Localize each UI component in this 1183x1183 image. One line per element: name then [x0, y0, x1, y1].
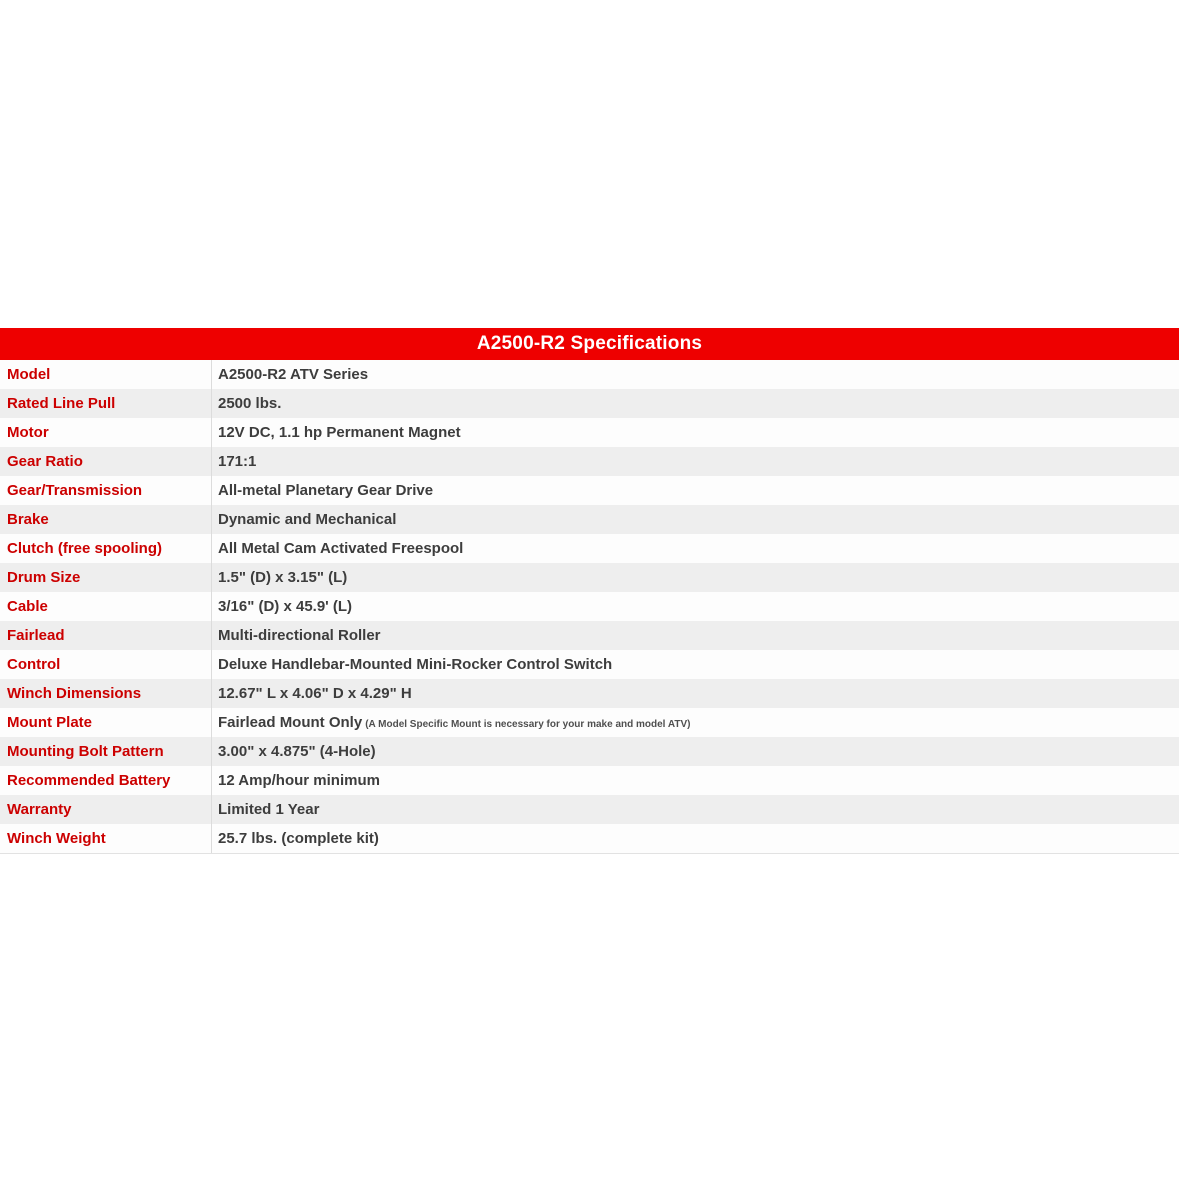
table-title: A2500-R2 Specifications	[0, 328, 1179, 360]
spec-label: Gear/Transmission	[0, 476, 212, 505]
spec-value: A2500-R2 ATV Series	[218, 366, 369, 383]
spec-row-cable	[0, 592, 1179, 621]
spec-label: Clutch (free spooling)	[0, 534, 212, 563]
spec-value: Dynamic and Mechanical	[218, 511, 397, 528]
spec-row-winch-dimensions	[0, 679, 1179, 708]
spec-value: 1.5" (D) x 3.15" (L)	[218, 569, 348, 586]
spec-value: Multi-directional Roller	[218, 627, 381, 644]
spec-row-gear-transmission	[0, 476, 1179, 505]
spec-value: All-metal Planetary Gear Drive	[218, 482, 434, 499]
mount-plate-note: (A Model Specific Mount is necessary for your make and model ATV)	[365, 719, 691, 730]
spec-row-drum-size	[0, 563, 1179, 592]
spec-row-control	[0, 650, 1179, 679]
spec-value	[212, 708, 1179, 737]
spec-value: Deluxe Handlebar-Mounted Mini-Rocker Control Switch	[218, 656, 613, 673]
spec-row-brake	[0, 505, 1179, 534]
spec-value: 12 Amp/hour minimum	[218, 772, 380, 789]
spec-value: 12V DC, 1.1 hp Permanent Magnet	[218, 424, 461, 441]
spec-label: Winch Dimensions	[0, 679, 212, 708]
spec-label: Rated Line Pull	[0, 389, 212, 418]
spec-label: Warranty	[0, 795, 212, 824]
spec-label: Fairlead	[0, 621, 212, 650]
spec-row-motor	[0, 418, 1179, 447]
spec-label: Winch Weight	[0, 824, 212, 853]
specifications-table	[0, 328, 1179, 854]
spec-value: 171:1	[218, 453, 257, 470]
spec-row-gear-ratio	[0, 447, 1179, 476]
spec-label: Drum Size	[0, 563, 212, 592]
spec-row-winch-weight	[0, 824, 1179, 853]
spec-row-rated-line-pull	[0, 389, 1179, 418]
spec-label: Motor	[0, 418, 212, 447]
spec-label: Cable	[0, 592, 212, 621]
spec-row-recommended-battery	[0, 766, 1179, 795]
spec-row-mounting-bolt-pattern	[0, 737, 1179, 766]
spec-value: 2500 lbs.	[218, 395, 282, 412]
spec-label: Mounting Bolt Pattern	[0, 737, 212, 766]
spec-value: 3.00" x 4.875" (4-Hole)	[218, 743, 376, 760]
spec-label: Brake	[0, 505, 212, 534]
spec-value: 3/16" (D) x 45.9' (L)	[218, 598, 353, 615]
spec-row-fairlead	[0, 621, 1179, 650]
spec-value: Limited 1 Year	[218, 801, 320, 818]
spec-row-clutch	[0, 534, 1179, 563]
spec-label: Recommended Battery	[0, 766, 212, 795]
spec-label: Mount Plate	[0, 708, 212, 737]
spec-value: 12.67" L x 4.06" D x 4.29" H	[218, 685, 412, 702]
spec-label: Model	[0, 360, 212, 389]
spec-rows	[0, 360, 1179, 854]
spec-label: Gear Ratio	[0, 447, 212, 476]
spec-label: Control	[0, 650, 212, 679]
spec-row-mount-plate	[0, 708, 1179, 737]
spec-value: All Metal Cam Activated Freespool	[218, 540, 464, 557]
spec-row-warranty	[0, 795, 1179, 824]
spec-row-model	[0, 360, 1179, 389]
spec-value-text: Fairlead Mount Only	[218, 714, 363, 731]
spec-value: 25.7 lbs. (complete kit)	[218, 830, 379, 847]
